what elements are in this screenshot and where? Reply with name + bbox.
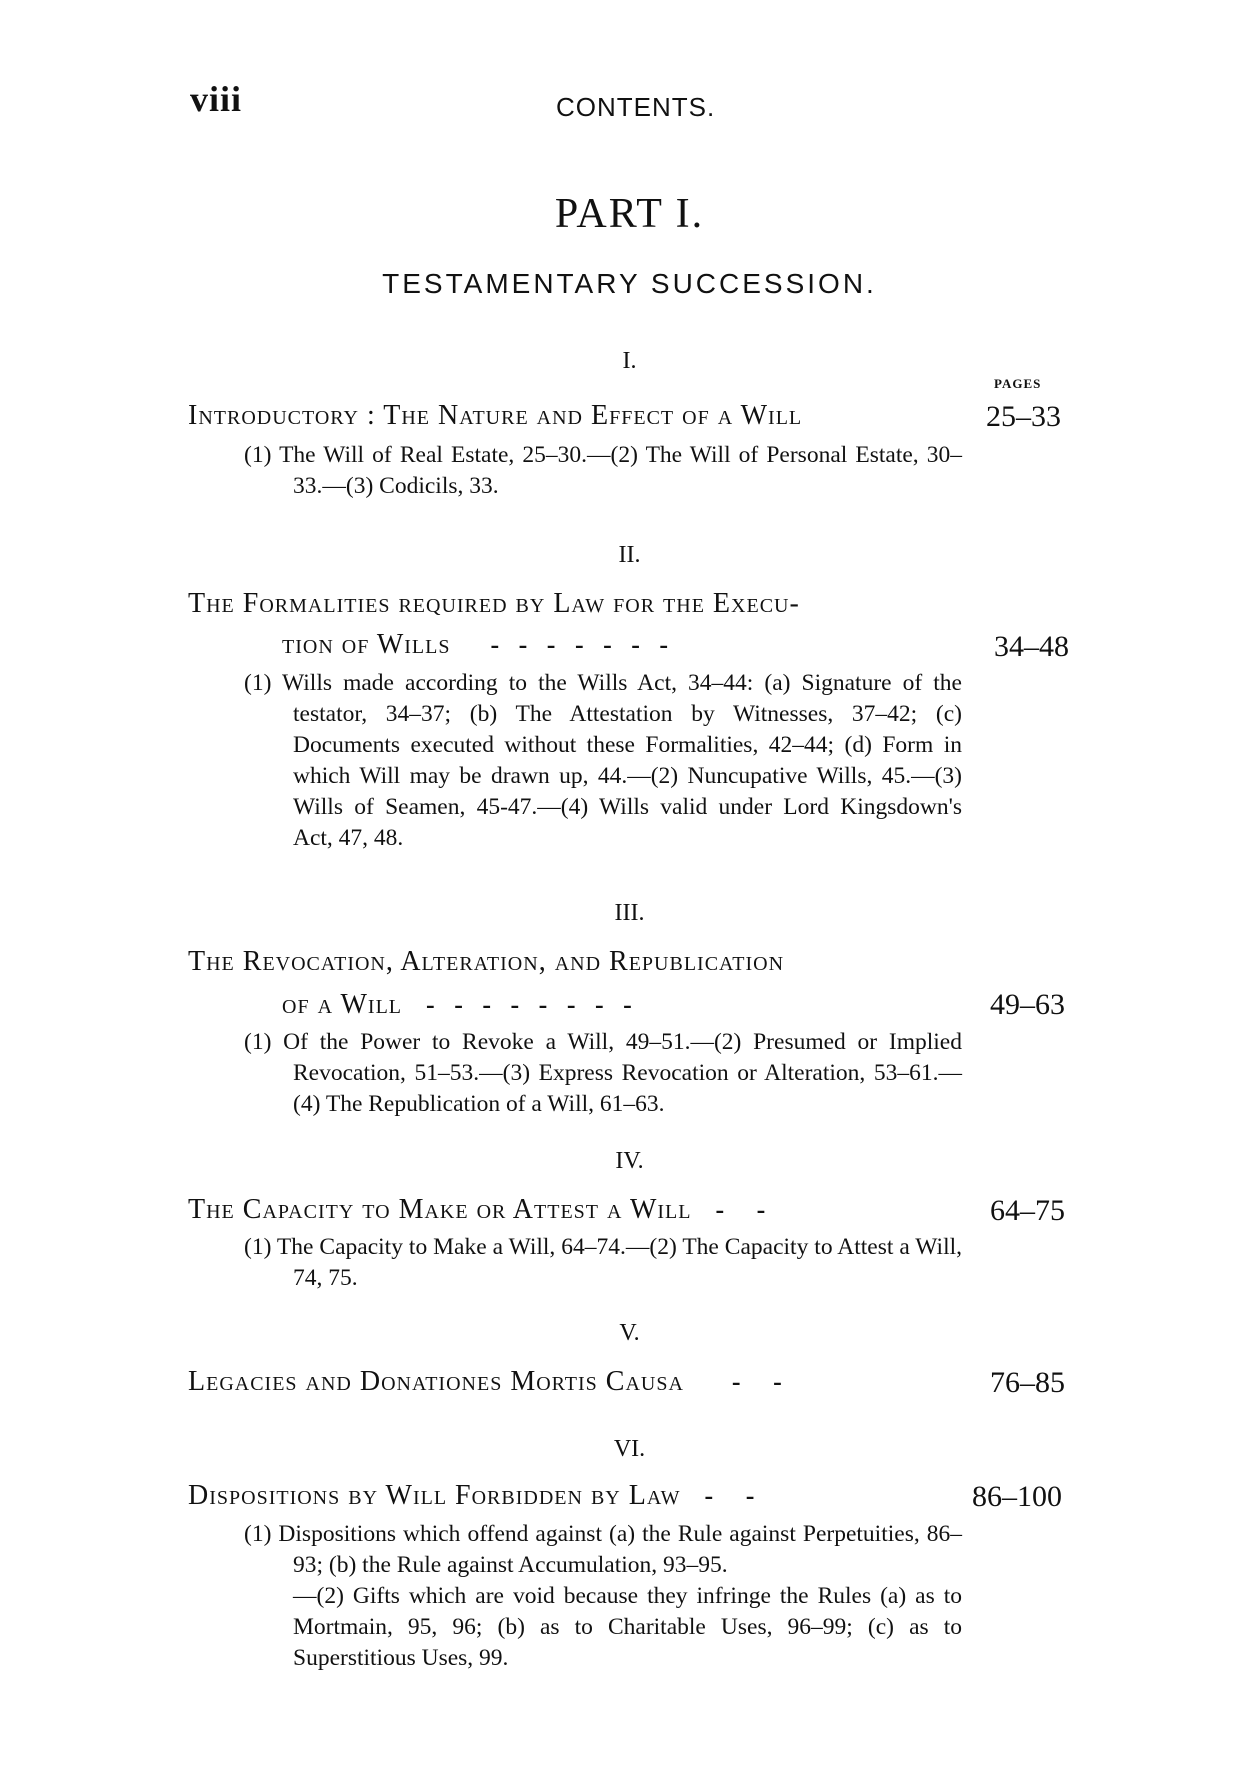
chapter-title-text: Introductory : The Nature and Effect of a Will — [188, 400, 803, 431]
chapter-numeral: I. — [622, 348, 637, 374]
chapter-title — [188, 1476, 958, 1516]
chapter-title-text: The Revocation, Alteration, and Republication — [188, 946, 785, 977]
chapter-pages: 76–85 — [990, 1366, 1065, 1399]
description-paragraph: —(2) Gifts which are void because they infringe the Rules (a) as to Mortmain, 95, 96; (b) as to Charitable Uses, 96–99; (c) as to Superstitious Uses, 99. — [293, 1583, 962, 1671]
chapter-title-text: Dispositions by Will Forbidden by Law — [188, 1480, 681, 1511]
description-paragraph: (1) The Capacity to Make a Will, 64–74.—(2) The Capacity to Attest a Will, 74, 75. — [244, 1234, 962, 1291]
chapter-title-cont-text: tion of Wills — [282, 629, 451, 660]
chapter-title-text: The Formalities required by Law for the Execu- — [188, 588, 800, 619]
chapter-description — [244, 1519, 962, 1674]
chapter-title-continuation — [282, 985, 632, 1025]
chapter-numeral: IV. — [615, 1148, 644, 1174]
part-title: PART I. — [554, 191, 705, 237]
chapter-description — [244, 440, 962, 502]
chapter-numeral: II. — [618, 542, 641, 568]
chapter-pages: 25–33 — [986, 400, 1061, 433]
description-paragraph: (1) Dispositions which offend against (a) the Rule against Perpetuities, 86–93; (b) the Rule against Accumulation, 93–95. — [244, 1521, 962, 1578]
chapter-title — [188, 396, 958, 436]
chapter-pages: 49–63 — [990, 988, 1065, 1021]
leader-dashes: - - - - - - - — [490, 630, 669, 659]
chapter-title — [188, 942, 958, 982]
chapter-title-text: Legacies and Donationes Mortis Causa — [188, 1366, 684, 1397]
description-paragraph: (1) The Will of Real Estate, 25–30.—(2) The Will of Personal Estate, 30–33.—(3) Codicils, 33. — [244, 442, 962, 499]
chapter-title — [188, 1190, 958, 1230]
leader-dashes: - - — [704, 1481, 755, 1510]
chapter-numeral: III. — [614, 900, 645, 926]
chapter-description — [244, 1232, 962, 1294]
description-paragraph: (1) Wills made according to the Wills Act, 34–44: (a) Signature of the testator, 34–37; (b) The Attestation by Witnesses, 37–42; (c) Documents executed without these Formalities, 42–44; (d) Form in which Will may be drawn up, 44.—(2) Nuncupative Wills, 45.—(3) Wills of Seamen, 45-47.—(4) Wills valid under Lord Kingsdown's Act, 47, 48. — [244, 670, 962, 851]
chapter-title — [188, 1362, 958, 1402]
chapter-title-text: The Capacity to Make or Attest a Will — [188, 1194, 692, 1225]
chapter-description — [244, 668, 962, 854]
chapter-description — [244, 1027, 962, 1120]
leader-dashes: - - — [715, 1195, 766, 1224]
part-subtitle: TESTAMENTARY SUCCESSION. — [382, 268, 877, 299]
running-title: CONTENTS. — [556, 92, 716, 122]
chapter-title-continuation — [282, 625, 668, 665]
chapter-title — [188, 584, 958, 624]
chapter-numeral: VI. — [613, 1436, 646, 1462]
chapter-title-cont-text: of a Will — [282, 989, 403, 1020]
chapter-pages: 34–48 — [994, 630, 1069, 663]
pages-label: PAGES — [994, 376, 1042, 391]
page-number: viii — [190, 79, 243, 119]
leader-dashes: - - — [731, 1367, 782, 1396]
chapter-pages: 64–75 — [990, 1194, 1065, 1227]
leader-dashes: - - - - - - - - — [426, 990, 632, 1019]
description-paragraph: (1) Of the Power to Revoke a Will, 49–51.—(2) Presumed or Implied Revocation, 51–53.—(3) Express Revocation or Alteration, 53–61.—(4) The Republication of a Will, 61–63. — [244, 1029, 962, 1117]
chapter-pages: 86–100 — [972, 1480, 1062, 1513]
chapter-numeral: V. — [619, 1320, 640, 1346]
